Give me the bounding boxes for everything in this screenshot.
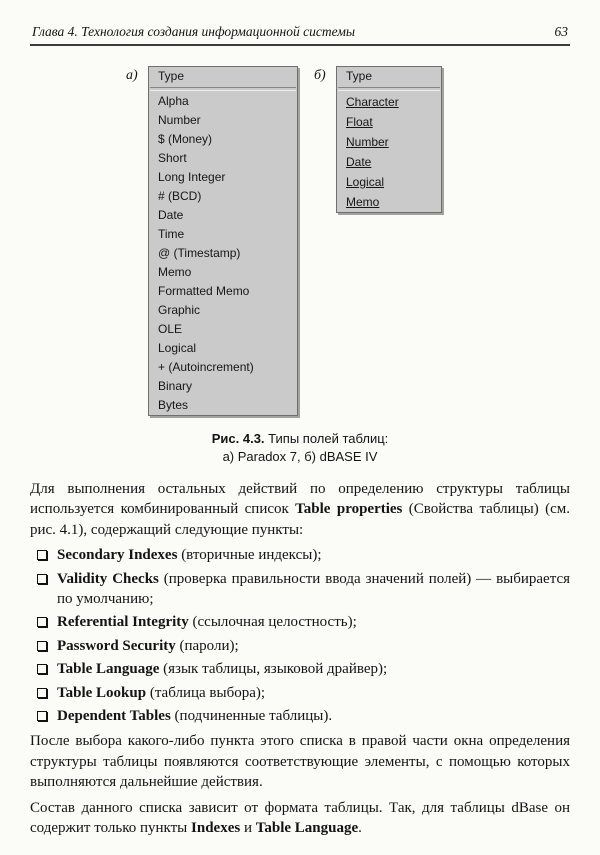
checkbox-bullet-icon: [37, 641, 47, 651]
checkbox-bullet-icon: [37, 688, 47, 698]
paragraph-text: (Свойства таблицы) (см. рис. 4.1), содержащий следующие пункты:: [30, 501, 570, 538]
menu-item[interactable]: Float: [346, 114, 373, 129]
list-item-term: Password Security: [57, 637, 176, 654]
checkbox-bullet-icon: [37, 617, 47, 627]
menu-separator: [338, 87, 440, 91]
list-item-term: Dependent Tables: [57, 708, 171, 724]
menu-item[interactable]: # (BCD): [158, 189, 202, 203]
caption-number: Рис. 4.3.: [211, 431, 265, 446]
list-item-term: Referential Integrity: [57, 614, 189, 631]
list-item-term: Table Lookup: [57, 684, 147, 701]
menu-item[interactable]: Binary: [158, 379, 193, 393]
caption-line-1: [30, 430, 570, 448]
list-item: [30, 569, 570, 610]
menu-item[interactable]: Date: [346, 154, 372, 169]
paragraph-text: .: [358, 819, 362, 836]
menu-item[interactable]: Character: [346, 94, 399, 109]
menu-item[interactable]: Number: [158, 113, 201, 127]
menu-item[interactable]: Alpha: [158, 94, 189, 108]
figure-caption: [30, 430, 570, 465]
term-indexes: Indexes: [191, 819, 241, 836]
menu-item[interactable]: Long Integer: [158, 170, 226, 184]
menu-item[interactable]: OLE: [158, 322, 183, 336]
list-item-text: (пароли);: [175, 637, 239, 654]
caption-title: Типы полей таблиц:: [264, 431, 389, 446]
list-item-term: Secondary Indexes: [57, 547, 178, 564]
menu-item[interactable]: Bytes: [158, 398, 189, 412]
menu-item[interactable]: Formatted Memo: [158, 284, 250, 298]
list-item-text: (ссылочная целостность);: [188, 614, 357, 631]
paragraph-1: [30, 479, 570, 540]
caption-line-2: а) Paradox 7, б) dBASE IV: [222, 448, 378, 464]
figure-label-a: а): [126, 68, 138, 83]
menu-item[interactable]: Date: [158, 208, 184, 222]
menu-item[interactable]: Logical: [346, 174, 385, 189]
chapter-title: Глава 4. Технология создания информационной системы: [32, 24, 356, 39]
paragraph-text: и: [240, 819, 256, 836]
paradox-type-menu: [148, 66, 298, 416]
checkbox-bullet-icon: [37, 550, 47, 560]
menu-item[interactable]: Time: [158, 227, 185, 241]
figure-label-b: б): [314, 68, 326, 83]
body-text: [30, 479, 570, 838]
menu-item[interactable]: Number: [346, 134, 389, 149]
list-item: [30, 659, 570, 679]
figure-4-3: [30, 66, 570, 418]
list-item: [30, 545, 570, 565]
list-item: [30, 612, 570, 632]
list-item: [30, 706, 570, 726]
properties-list: [30, 545, 570, 726]
list-item-text: (проверка правильности ввода значений полей) — выбирается по умолчанию;: [57, 570, 570, 608]
page-header: [30, 24, 570, 46]
menu-title: Type: [158, 69, 185, 83]
list-item-text: (подчиненные таблицы).: [170, 708, 333, 724]
list-item: [30, 636, 570, 656]
paragraph-3: [30, 798, 570, 839]
menu-item[interactable]: + (Autoincrement): [158, 360, 254, 374]
paragraph-2: После выбора какого-либо пункта этого списка в правой части окна определения структуры таблицы появляются соответствующие элементы, с помощью которых выполняются дальнейшие действия.: [30, 733, 570, 791]
menu-separator: [150, 87, 296, 91]
menu-item[interactable]: Memo: [158, 265, 192, 279]
list-item-text: (вторичные индексы);: [177, 547, 322, 564]
menu-item[interactable]: Logical: [158, 341, 197, 355]
menu-item[interactable]: @ (Timestamp): [158, 246, 241, 260]
list-item-text: (таблица выбора);: [146, 684, 266, 701]
checkbox-bullet-icon: [37, 574, 47, 584]
checkbox-bullet-icon: [37, 664, 47, 674]
menu-item-list: [337, 92, 441, 212]
dbase-type-menu: [336, 66, 442, 213]
list-item-text: (язык таблицы, языковой драйвер);: [159, 661, 388, 678]
paragraph-text: Состав данного списка зависит от формата таблицы. Так, для таблицы dBase он содержит только пункты: [30, 799, 570, 836]
term-table-language: Table Language: [255, 819, 359, 836]
list-item-term: Table Language: [57, 661, 160, 678]
menu-title: Type: [346, 69, 373, 83]
paragraph-text: Для выполнения остальных действий по определению структуры таблицы используется комбинированный список: [30, 481, 570, 518]
menu-item[interactable]: Memo: [346, 194, 380, 209]
list-item-term: Validity Checks: [57, 570, 159, 587]
menu-item[interactable]: Graphic: [158, 303, 201, 317]
list-item: [30, 683, 570, 703]
term-table-properties: Table properties: [295, 501, 403, 518]
menu-item[interactable]: $ (Money): [158, 132, 213, 146]
checkbox-bullet-icon: [37, 711, 47, 721]
menu-item-list: [149, 92, 297, 415]
page-number: 63: [554, 24, 568, 39]
menu-item[interactable]: Short: [158, 151, 187, 165]
